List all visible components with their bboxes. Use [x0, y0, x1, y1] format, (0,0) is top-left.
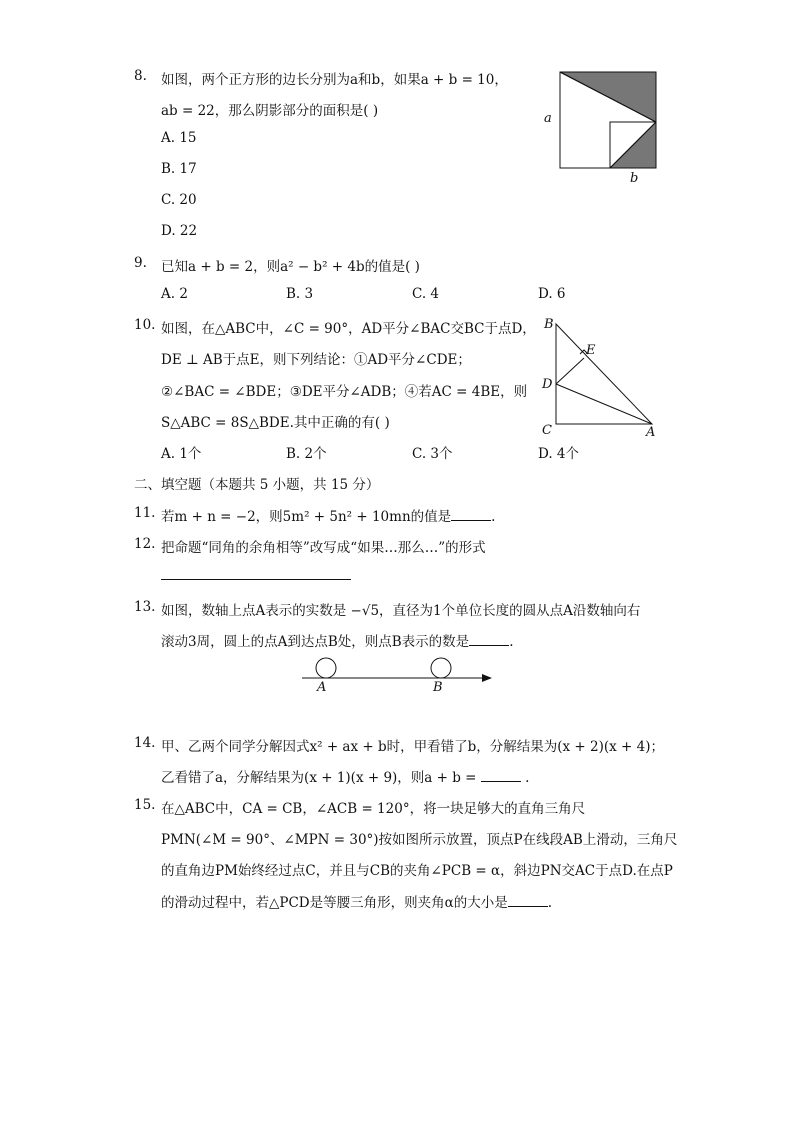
q9-option-c[interactable]: C. 4	[412, 286, 440, 302]
q10-option-b[interactable]: B. 2个	[286, 446, 327, 462]
q15-period: .	[547, 895, 553, 911]
q11-number: 11.	[134, 505, 156, 521]
q10-label-d: D	[542, 377, 553, 392]
q10-stem-line3: ②∠BAC = ∠BDE；③DE平分∠ADB；④若AC = 4BE，则	[161, 384, 528, 400]
q8-option-c[interactable]: C. 20	[161, 192, 197, 208]
q10-stem-line1: 如图，在△ABC中，∠C = 90°，AD平分∠BAC交BC于点D，	[161, 321, 536, 337]
q13-label-b: B	[433, 680, 443, 695]
q8-label-a: a	[544, 111, 552, 126]
q14-number: 14.	[134, 735, 156, 751]
q10-label-e: E	[586, 343, 596, 358]
q11-stem	[161, 505, 495, 525]
q9-stem: 已知a + b = 2，则a² − b² + 4b的值是( )	[161, 259, 420, 275]
q10-option-d[interactable]: D. 4个	[538, 446, 580, 462]
q10-triangle-figure	[534, 312, 664, 440]
q10-label-c: C	[542, 423, 552, 438]
q13-stem-line1: 如图，数轴上点A表示的实数是 −√5，直径为1个单位长度的圆从点A沿数轴向右	[161, 603, 641, 619]
q10-label-a: A	[646, 425, 656, 440]
q14-stem-text: 乙看错了a，分解结果为(x + 1)(x + 9)，则a + b =	[161, 770, 477, 786]
q15-stem-line1: 在△ABC中，CA = CB，∠ACB = 120°，将一块足够大的直角三角尺	[161, 801, 586, 817]
q10-number: 10.	[134, 317, 156, 333]
q10-option-a[interactable]: A. 1个	[161, 446, 202, 462]
q8-option-a[interactable]: A. 15	[161, 130, 197, 146]
q15-stem-line3: 的直角边PM始终经过点C，并且与CB的夹角∠PCB = α，斜边PN交AC于点D.在点P	[161, 863, 673, 879]
q12-answer-blank[interactable]	[161, 567, 351, 580]
q13-label-a: A	[317, 680, 327, 695]
q9-option-d[interactable]: D. 6	[538, 286, 566, 302]
q8-option-b[interactable]: B. 17	[161, 161, 197, 177]
q14-stem-line2	[161, 766, 529, 786]
q8-stem-line1: 如图，两个正方形的边长分别为a和b，如果a + b = 10，	[161, 72, 508, 88]
q12-number: 12.	[134, 536, 156, 552]
q9-number: 9.	[134, 255, 147, 271]
q14-answer-blank[interactable]	[481, 769, 521, 782]
q8-stem-line2: ab = 22，那么阴影部分的面积是( )	[161, 103, 379, 119]
q11-stem-text: 若m + n = −2，则5m² + 5n² + 10mn的值是	[161, 509, 452, 525]
q11-answer-blank[interactable]	[451, 508, 491, 521]
section-heading-fill-in: 二、填空题（本题共 5 小题，共 15 分）	[134, 477, 380, 493]
q14-period: .	[525, 770, 530, 786]
q9-option-a[interactable]: A. 2	[161, 286, 188, 302]
q10-stem-line4: S△ABC = 8S△BDE.其中正确的有( )	[161, 415, 390, 431]
q15-stem-text: 的滑动过程中，若△PCD是等腰三角形，则夹角α的大小是	[161, 895, 508, 911]
q8-squares-figure	[538, 66, 668, 188]
q9-option-b[interactable]: B. 3	[286, 286, 314, 302]
q13-answer-blank[interactable]	[469, 633, 509, 646]
q8-label-b: b	[630, 171, 639, 186]
q10-label-b: B	[544, 317, 554, 332]
q12-stem: 把命题“同角的余角相等”改写成“如果…那么…”的形式	[161, 540, 486, 556]
q11-period: .	[491, 509, 496, 525]
q15-stem-line4	[161, 891, 552, 911]
q15-number: 15.	[134, 797, 156, 813]
q15-answer-blank[interactable]	[508, 894, 548, 907]
q10-stem-line2: DE ⊥ AB于点E，则下列结论：①AD平分∠CDE；	[161, 352, 471, 368]
q13-number-line-figure	[298, 652, 498, 696]
q14-stem-line1: 甲、乙两个同学分解因式x² + ax + b时，甲看错了b，分解结果为(x + 2)(x + 4)；	[161, 739, 665, 755]
q13-period: .	[509, 634, 514, 650]
q8-number: 8.	[134, 68, 147, 84]
q13-stem-line2	[161, 630, 513, 650]
q15-stem-line2: PMN(∠M = 90°、∠MPN = 30°)按如图所示放置，顶点P在线段AB上滑动，三角尺	[161, 832, 678, 848]
q8-option-d[interactable]: D. 22	[161, 223, 198, 239]
q13-stem-text: 滚动3周，圆上的点A到达点B处，则点B表示的数是	[161, 634, 470, 650]
q10-option-c[interactable]: C. 3个	[412, 446, 453, 462]
q13-number: 13.	[134, 599, 156, 615]
